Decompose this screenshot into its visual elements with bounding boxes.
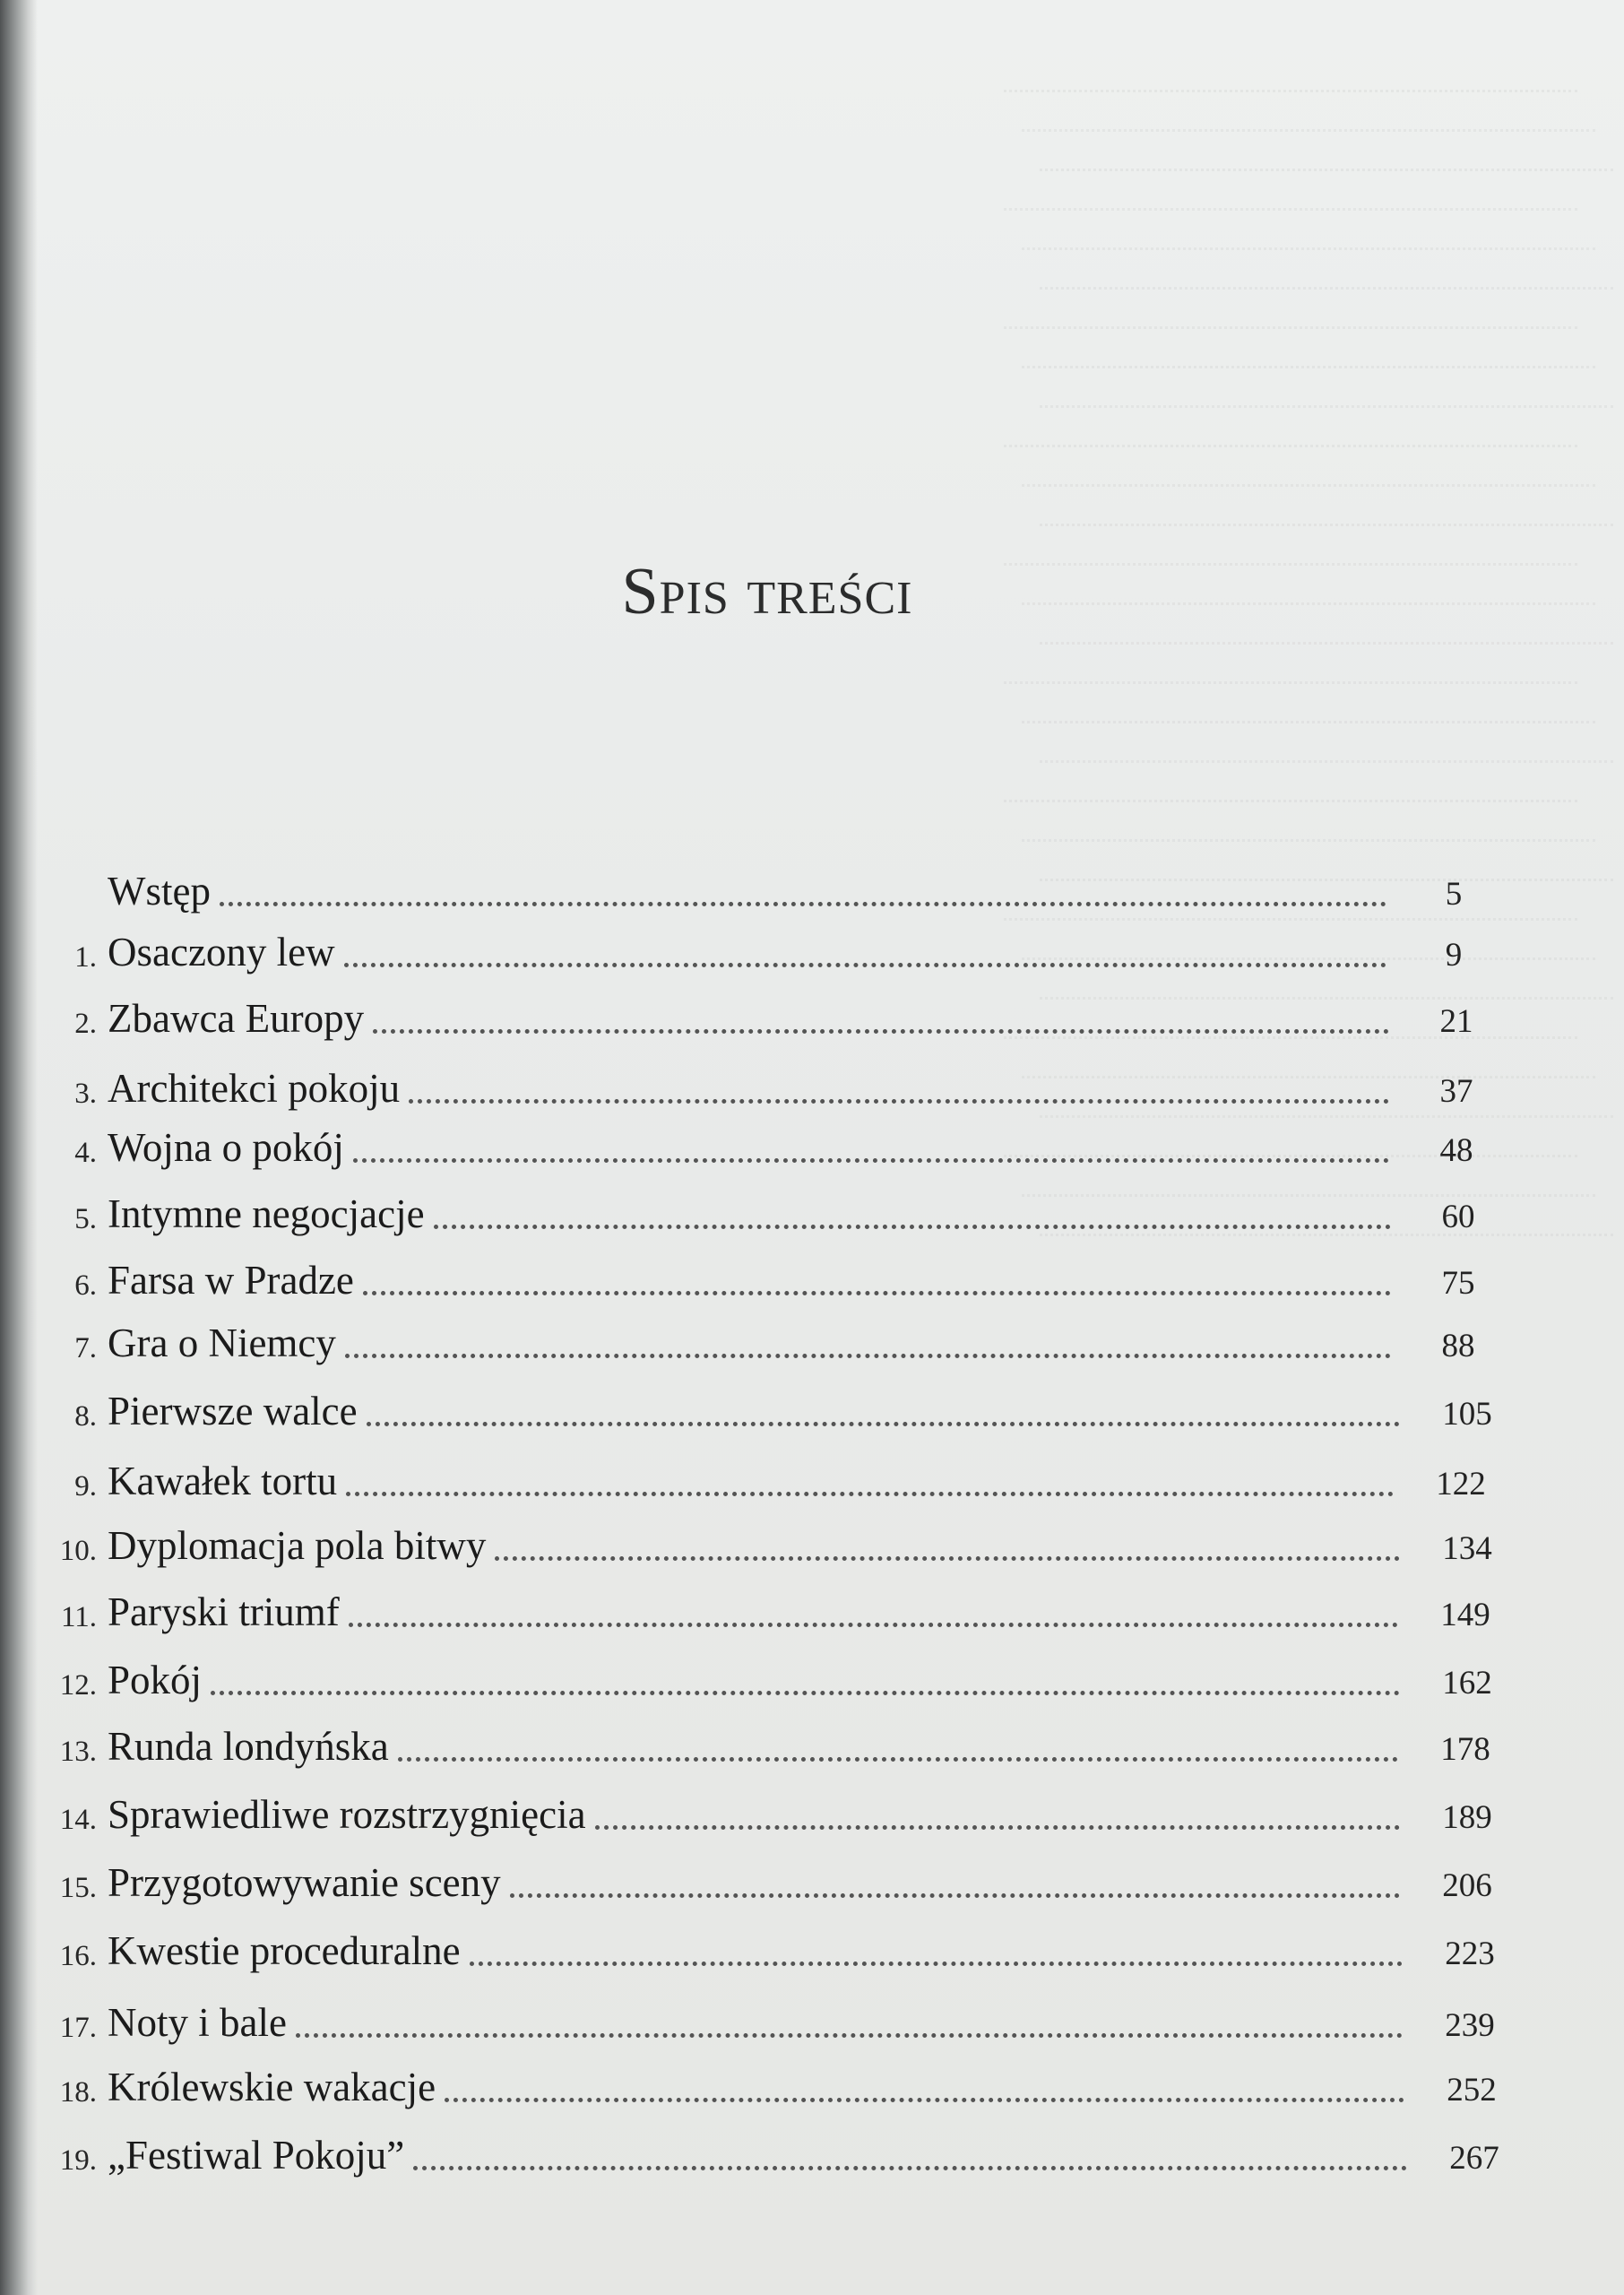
toc-leader-dots xyxy=(367,1404,1400,1426)
toc-entry-page: 75 xyxy=(1441,1265,1475,1302)
toc-entry xyxy=(0,1999,1624,2053)
toc-leader-dots xyxy=(434,1207,1391,1229)
toc-entry-page: 60 xyxy=(1441,1199,1475,1235)
show-through-line xyxy=(1004,427,1577,447)
toc-entry-title: Zbawca Europy xyxy=(108,996,365,1041)
toc-leader-dots xyxy=(470,1944,1403,1966)
show-through-line xyxy=(1004,72,1577,92)
toc-entry-page: 21 xyxy=(1439,1003,1473,1040)
show-through-line xyxy=(1040,742,1613,763)
toc-entry xyxy=(0,1320,1624,1373)
toc-entry-page: 149 xyxy=(1440,1597,1490,1633)
toc-leader-dots xyxy=(345,1336,1391,1358)
toc-leader-dots xyxy=(495,1538,1400,1561)
toc-entry xyxy=(0,1791,1624,1845)
toc-entry-page: 48 xyxy=(1439,1132,1473,1169)
toc-entry-number: 10. xyxy=(59,1535,97,1567)
toc-leader-dots xyxy=(344,945,1386,967)
toc-leader-dots xyxy=(220,884,1386,906)
toc-entry-number: 19. xyxy=(59,2144,97,2177)
toc-entry-title: Wojna o pokój xyxy=(108,1125,344,1170)
toc-entry xyxy=(0,1458,1624,1511)
toc-leader-dots xyxy=(510,1875,1400,1898)
toc-entry-page: 105 xyxy=(1442,1396,1492,1433)
toc-entry xyxy=(0,2064,1624,2117)
toc-entry-title: Paryski triumf xyxy=(108,1589,340,1634)
toc-entry-page: 37 xyxy=(1439,1073,1473,1110)
toc-entry-page: 178 xyxy=(1440,1731,1490,1768)
toc-entry xyxy=(0,1257,1624,1311)
toc-entry-page: 267 xyxy=(1449,2140,1499,2177)
toc-entry-page: 134 xyxy=(1442,1530,1492,1567)
show-through-line xyxy=(1022,111,1595,132)
show-through-line xyxy=(1022,821,1595,842)
toc-leader-dots xyxy=(349,1605,1398,1627)
toc-entry xyxy=(0,929,1624,983)
toc-entry xyxy=(0,1522,1624,1576)
toc-entry-number: 6. xyxy=(74,1269,97,1302)
toc-entry-title: Intymne negocjacje xyxy=(108,1191,425,1236)
toc-entry-title: Kwestie proceduralne xyxy=(108,1928,461,1973)
toc-entry xyxy=(0,1657,1624,1710)
toc-entry-page: 9 xyxy=(1445,937,1463,974)
toc-entry xyxy=(0,1388,1624,1442)
toc-leader-dots xyxy=(353,1140,1389,1163)
toc-entry-page: 5 xyxy=(1445,876,1463,913)
toc-entry-number: 3. xyxy=(74,1078,97,1110)
toc-entry-page: 162 xyxy=(1442,1665,1492,1702)
toc-entry-number: 15. xyxy=(59,1872,97,1904)
toc-leader-dots xyxy=(413,2148,1407,2170)
toc-entry-page: 223 xyxy=(1445,1936,1495,1972)
toc-entry-title: Dyplomacja pola bitwy xyxy=(108,1523,487,1568)
toc-entry-title: Królewskie wakacje xyxy=(108,2065,436,2109)
toc-entry-title: Architekci pokoju xyxy=(108,1066,401,1111)
show-through-line xyxy=(1040,269,1613,290)
toc-entry-title: Farsa w Pradze xyxy=(108,1258,354,1303)
toc-entry-number: 11. xyxy=(60,1601,97,1633)
toc-entry-page: 252 xyxy=(1447,2072,1497,2109)
toc-entry-number: 7. xyxy=(74,1332,97,1364)
toc-leader-dots xyxy=(363,1273,1391,1295)
toc-leader-dots xyxy=(398,1739,1398,1762)
toc-leader-dots xyxy=(296,2015,1403,2038)
page-title: Spis treści xyxy=(621,555,913,628)
show-through-line xyxy=(1022,466,1595,487)
toc-entry-number: 1. xyxy=(74,941,97,974)
toc-entry-page: 206 xyxy=(1442,1867,1492,1904)
toc-entry-number: 2. xyxy=(74,1008,97,1040)
toc-entry-title: „Festiwal Pokoju” xyxy=(108,2133,405,2178)
show-through-line xyxy=(1022,230,1595,250)
toc-entry-title: Runda londyńska xyxy=(108,1724,389,1769)
toc-entry-page: 122 xyxy=(1436,1466,1486,1503)
show-through-line xyxy=(1004,190,1577,211)
show-through-line xyxy=(1004,663,1577,684)
toc-entry-title: Przygotowywanie sceny xyxy=(108,1860,501,1905)
toc-entry xyxy=(0,1723,1624,1777)
toc-entry-number: 16. xyxy=(59,1940,97,1972)
show-through-line xyxy=(1004,782,1577,802)
toc-leader-dots xyxy=(373,1011,1389,1034)
toc-entry xyxy=(0,1065,1624,1119)
show-through-line xyxy=(1022,703,1595,723)
toc-entry-title: Noty i bale xyxy=(108,2000,287,2045)
toc-entry-title: Kawałek tortu xyxy=(108,1459,338,1503)
toc-leader-dots xyxy=(445,2080,1404,2102)
toc-entry-title: Pierwsze walce xyxy=(108,1389,358,1433)
toc-entry xyxy=(0,2132,1624,2186)
toc-entry-number: 18. xyxy=(59,2076,97,2109)
toc-entry xyxy=(0,1191,1624,1244)
toc-entry-title: Gra o Niemcy xyxy=(108,1321,336,1365)
toc-entry-page: 189 xyxy=(1442,1799,1492,1836)
toc-leader-dots xyxy=(346,1474,1394,1496)
toc-entry xyxy=(0,995,1624,1049)
toc-entry-number: 13. xyxy=(59,1736,97,1768)
toc-entry xyxy=(0,1927,1624,1981)
toc-entry-number: 8. xyxy=(74,1400,97,1433)
toc-entry-number: 17. xyxy=(59,2012,97,2044)
toc-entry-page: 88 xyxy=(1441,1328,1475,1364)
toc-entry xyxy=(0,868,1624,922)
show-through-line xyxy=(1022,348,1595,368)
toc-entry-title: Sprawiedliwe rozstrzygnięcia xyxy=(108,1792,586,1837)
toc-entry-title: Pokój xyxy=(108,1658,203,1702)
show-through-line xyxy=(1040,387,1613,408)
toc-entry xyxy=(0,1124,1624,1178)
toc-entry xyxy=(0,1589,1624,1642)
toc-entry-number: 4. xyxy=(74,1137,97,1169)
toc-entry-title: Wstęp xyxy=(108,869,211,914)
show-through-line xyxy=(1040,506,1613,526)
toc-entry-title: Osaczony lew xyxy=(108,930,335,974)
toc-entry-number: 12. xyxy=(59,1669,97,1702)
toc-entry-number: 5. xyxy=(74,1203,97,1235)
show-through-line xyxy=(1040,151,1613,171)
toc-leader-dots xyxy=(595,1807,1400,1830)
toc-entry-page: 239 xyxy=(1445,2007,1495,2044)
show-through-line xyxy=(1004,308,1577,329)
toc-leader-dots xyxy=(211,1673,1400,1695)
toc-entry xyxy=(0,1859,1624,1913)
toc-entry-number: 14. xyxy=(59,1804,97,1836)
toc-leader-dots xyxy=(409,1081,1389,1104)
toc-entry-number: 9. xyxy=(74,1470,97,1503)
